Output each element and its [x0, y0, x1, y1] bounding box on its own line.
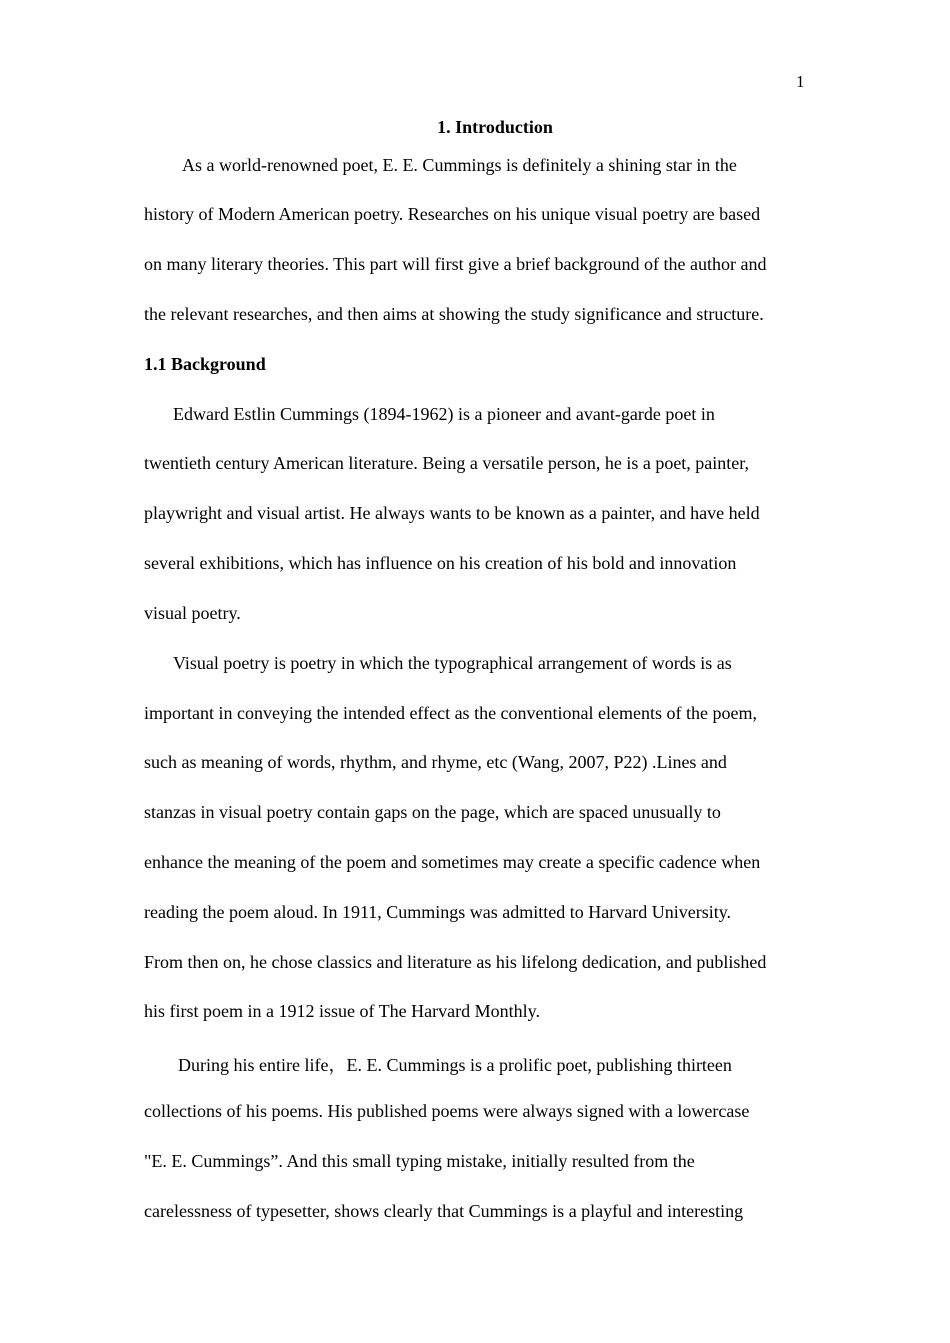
- text-line: collections of his poems. His published poems were always signed with a lowercase: [144, 1101, 750, 1121]
- text-line: During his entire life，E. E. Cummings is a prolific poet, publishing thirteen: [178, 1055, 732, 1075]
- text-line: Edward Estlin Cummings (1894-1962) is a pioneer and avant-garde poet in: [173, 404, 715, 424]
- text-line: Visual poetry is poetry in which the typographical arrangement of words is as: [173, 653, 732, 673]
- text-line: reading the poem aloud. In 1911, Cummings was admitted to Harvard University.: [144, 902, 732, 922]
- text-line: enhance the meaning of the poem and sometimes may create a specific cadence when: [144, 852, 761, 872]
- text-line: stanzas in visual poetry contain gaps on the page, which are spaced unusually to: [144, 802, 721, 822]
- text-line: his first poem in a 1912 issue of The Harvard Monthly.: [144, 1001, 540, 1021]
- text-line: such as meaning of words, rhythm, and rhyme, etc (Wang, 2007, P22) .Lines and: [144, 752, 727, 772]
- text-line: playwright and visual artist. He always wants to be known as a painter, and have held: [144, 503, 760, 523]
- text-line: the relevant researches, and then aims at showing the study significance and structure.: [144, 304, 764, 324]
- text-line: history of Modern American poetry. Researches on his unique visual poetry are based: [144, 204, 761, 224]
- text-line: twentieth century American literature. Being a versatile person, he is a poet, painter,: [144, 453, 750, 473]
- text-line: carelessness of typesetter, shows clearly that Cummings is a playful and interesting: [144, 1201, 744, 1221]
- text-line: important in conveying the intended effect as the conventional elements of the poem,: [144, 703, 757, 723]
- page-number: 1: [796, 72, 805, 91]
- text-line: visual poetry.: [144, 603, 241, 623]
- text-line: on many literary theories. This part will first give a brief background of the author and: [144, 254, 767, 274]
- text-line: several exhibitions, which has influence on his creation of his bold and innovation: [144, 553, 737, 573]
- text-line: From then on, he chose classics and literature as his lifelong dedication, and published: [144, 952, 767, 972]
- section-title: 1. Introduction: [437, 117, 553, 137]
- subsection-title: 1.1 Background: [144, 354, 266, 374]
- text-line: As a world-renowned poet, E. E. Cummings is definitely a shining star in the: [182, 155, 737, 175]
- text-line: "E. E. Cummings”. And this small typing mistake, initially resulted from the: [144, 1151, 695, 1171]
